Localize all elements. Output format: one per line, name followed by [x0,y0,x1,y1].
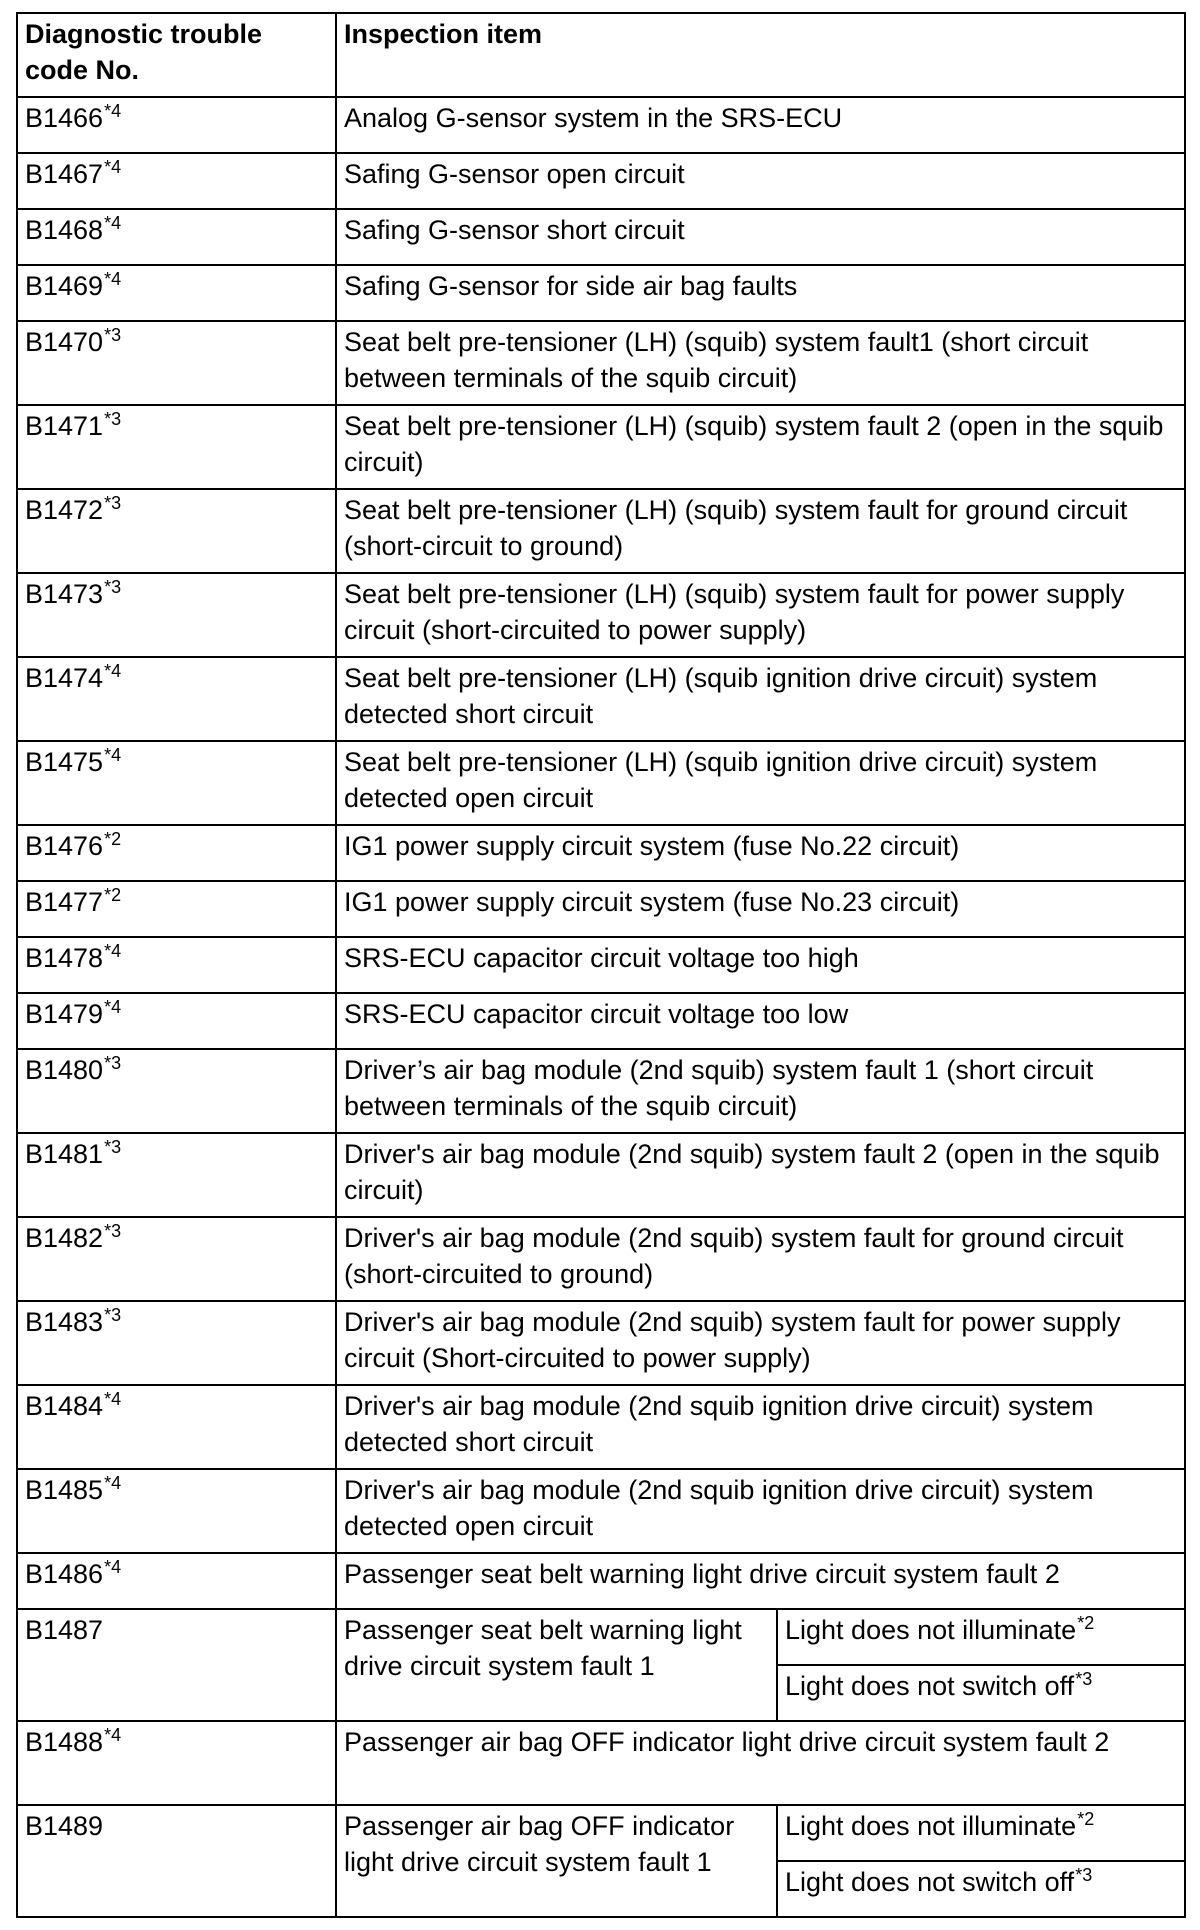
inspection-item-cell: Passenger air bag OFF indicator light drive circuit system fault 1 [336,1805,777,1917]
table-row [17,741,1185,825]
table-row [17,321,1185,405]
footnote-marker: *4 [104,1557,122,1577]
inspection-item-cell: Safing G-sensor open circuit [336,153,1185,209]
dtc-code-cell [17,1217,336,1301]
dtc-code-cell [17,1385,336,1469]
table-row [17,265,1185,321]
dtc-code: B1486 [25,1559,104,1589]
inspection-item-cell: Driver's air bag module (2nd squib ignition drive circuit) system detected short circuit [336,1385,1185,1469]
footnote-marker: *3 [104,1221,122,1241]
inspection-item-cell: Seat belt pre-tensioner (LH) (squib) system fault for power supply circuit (short-circuited to power supply) [336,573,1185,657]
table-row [17,209,1185,265]
dtc-code: B1472 [25,495,104,525]
dtc-code-cell [17,489,336,573]
footnote-marker: *4 [104,1473,122,1493]
inspection-item-cell: Driver's air bag module (2nd squib) system fault for power supply circuit (Short-circuited to power supply) [336,1301,1185,1385]
table-row [17,657,1185,741]
inspection-item-cell: Driver's air bag module (2nd squib) system fault 2 (open in the squib circuit) [336,1133,1185,1217]
inspection-condition-text: Light does not illuminate [785,1615,1077,1645]
inspection-item-cell: Driver’s air bag module (2nd squib) system fault 1 (short circuit between terminals of the squib circuit) [336,1049,1185,1133]
inspection-item-cell: Driver's air bag module (2nd squib) system fault for ground circuit (short-circuited to ground) [336,1217,1185,1301]
footnote-marker: *4 [104,745,122,765]
table-row [17,937,1185,993]
dtc-code-cell [17,1469,336,1553]
dtc-code: B1480 [25,1055,104,1085]
inspection-item-cell: Safing G-sensor short circuit [336,209,1185,265]
dtc-code-cell [17,209,336,265]
inspection-condition-cell [777,1861,1185,1917]
footnote-marker: *4 [104,157,122,177]
column-header-code: Diagnostic trouble code No. [17,13,336,97]
inspection-condition-text: Light does not illuminate [785,1811,1077,1841]
dtc-code: B1468 [25,215,104,245]
dtc-table-container [16,12,1184,1918]
inspection-item-cell: Seat belt pre-tensioner (LH) (squib) system fault 2 (open in the squib circuit) [336,405,1185,489]
dtc-code: B1473 [25,579,104,609]
dtc-code: B1474 [25,663,104,693]
footnote-marker: *2 [1077,1809,1095,1829]
inspection-item-cell: SRS-ECU capacitor circuit voltage too low [336,993,1185,1049]
inspection-condition-cell [777,1609,1185,1665]
dtc-code-cell [17,1553,336,1609]
dtc-code: B1489 [25,1811,104,1841]
dtc-code-cell [17,153,336,209]
footnote-marker: *4 [104,1389,122,1409]
table-row [17,1609,1185,1665]
table-row [17,489,1185,573]
table-row [17,1133,1185,1217]
dtc-code-cell [17,1133,336,1217]
dtc-code-cell [17,1805,336,1917]
dtc-code: B1476 [25,831,104,861]
inspection-item-cell: Safing G-sensor for side air bag faults [336,265,1185,321]
footnote-marker: *3 [104,1137,122,1157]
dtc-code: B1470 [25,327,104,357]
table-row [17,825,1185,881]
dtc-code-cell [17,573,336,657]
table-row [17,1805,1185,1861]
footnote-marker: *2 [104,829,122,849]
dtc-code: B1483 [25,1307,104,1337]
inspection-item-cell: Seat belt pre-tensioner (LH) (squib) system fault for ground circuit (short-circuit to ground) [336,489,1185,573]
table-row [17,153,1185,209]
table-row [17,1469,1185,1553]
column-header-inspection-item: Inspection item [336,13,1185,97]
inspection-item-cell: SRS-ECU capacitor circuit voltage too high [336,937,1185,993]
table-row [17,405,1185,489]
footnote-marker: *3 [1075,1865,1093,1885]
dtc-code-cell [17,741,336,825]
table-row [17,1385,1185,1469]
dtc-code-cell [17,1301,336,1385]
dtc-code-cell [17,321,336,405]
footnote-marker: *3 [104,1305,122,1325]
inspection-condition-cell [777,1805,1185,1861]
dtc-code: B1466 [25,103,104,133]
table-row [17,1301,1185,1385]
inspection-condition-text: Light does not switch off [785,1671,1075,1701]
footnote-marker: *4 [104,997,122,1017]
dtc-code: B1485 [25,1475,104,1505]
dtc-code: B1488 [25,1727,104,1757]
inspection-item-cell: Seat belt pre-tensioner (LH) (squib ignition drive circuit) system detected short circuit [336,657,1185,741]
table-row [17,1049,1185,1133]
footnote-marker: *4 [104,1725,122,1745]
footnote-marker: *4 [104,941,122,961]
dtc-code: B1482 [25,1223,104,1253]
table-row [17,573,1185,657]
table-row [17,993,1185,1049]
table-row [17,1721,1185,1805]
inspection-item-cell: Analog G-sensor system in the SRS-ECU [336,97,1185,153]
dtc-code-cell [17,1049,336,1133]
dtc-code: B1469 [25,271,104,301]
table-body [17,97,1185,1917]
footnote-marker: *2 [104,885,122,905]
footnote-marker: *4 [104,101,122,121]
inspection-item-cell: Seat belt pre-tensioner (LH) (squib ignition drive circuit) system detected open circuit [336,741,1185,825]
dtc-code-cell [17,1721,336,1805]
footnote-marker: *3 [104,325,122,345]
inspection-item-cell: Seat belt pre-tensioner (LH) (squib) system fault1 (short circuit between terminals of the squib circuit) [336,321,1185,405]
footnote-marker: *3 [104,409,122,429]
footnote-marker: *3 [104,493,122,513]
dtc-code: B1471 [25,411,104,441]
dtc-code: B1479 [25,999,104,1029]
dtc-code: B1478 [25,943,104,973]
dtc-code-cell [17,825,336,881]
dtc-code: B1467 [25,159,104,189]
table-row [17,881,1185,937]
dtc-code: B1477 [25,887,104,917]
inspection-item-cell: Passenger seat belt warning light drive circuit system fault 1 [336,1609,777,1721]
inspection-item-cell: IG1 power supply circuit system (fuse No.23 circuit) [336,881,1185,937]
inspection-item-cell: Passenger air bag OFF indicator light drive circuit system fault 2 [336,1721,1185,1805]
footnote-marker: *3 [1075,1669,1093,1689]
dtc-code-cell [17,937,336,993]
dtc-code: B1487 [25,1615,104,1645]
footnote-marker: *4 [104,213,122,233]
dtc-code: B1484 [25,1391,104,1421]
table-row [17,1553,1185,1609]
footnote-marker: *2 [1077,1613,1095,1633]
inspection-condition-cell [777,1665,1185,1721]
dtc-code-cell [17,1609,336,1721]
footnote-marker: *4 [104,269,122,289]
dtc-code-cell [17,881,336,937]
footnote-marker: *3 [104,1053,122,1073]
inspection-condition-text: Light does not switch off [785,1867,1075,1897]
table-header-row [17,13,1185,97]
footnote-marker: *3 [104,577,122,597]
dtc-code-cell [17,657,336,741]
inspection-item-cell: IG1 power supply circuit system (fuse No.22 circuit) [336,825,1185,881]
dtc-code-cell [17,993,336,1049]
dtc-code-cell [17,265,336,321]
inspection-item-cell: Passenger seat belt warning light drive circuit system fault 2 [336,1553,1185,1609]
dtc-code: B1475 [25,747,104,777]
footnote-marker: *4 [104,661,122,681]
inspection-item-cell: Driver's air bag module (2nd squib ignition drive circuit) system detected open circuit [336,1469,1185,1553]
table-row [17,1217,1185,1301]
dtc-code-cell [17,405,336,489]
dtc-code-cell [17,97,336,153]
table-row [17,97,1185,153]
dtc-code: B1481 [25,1139,104,1169]
dtc-table [16,12,1186,1918]
